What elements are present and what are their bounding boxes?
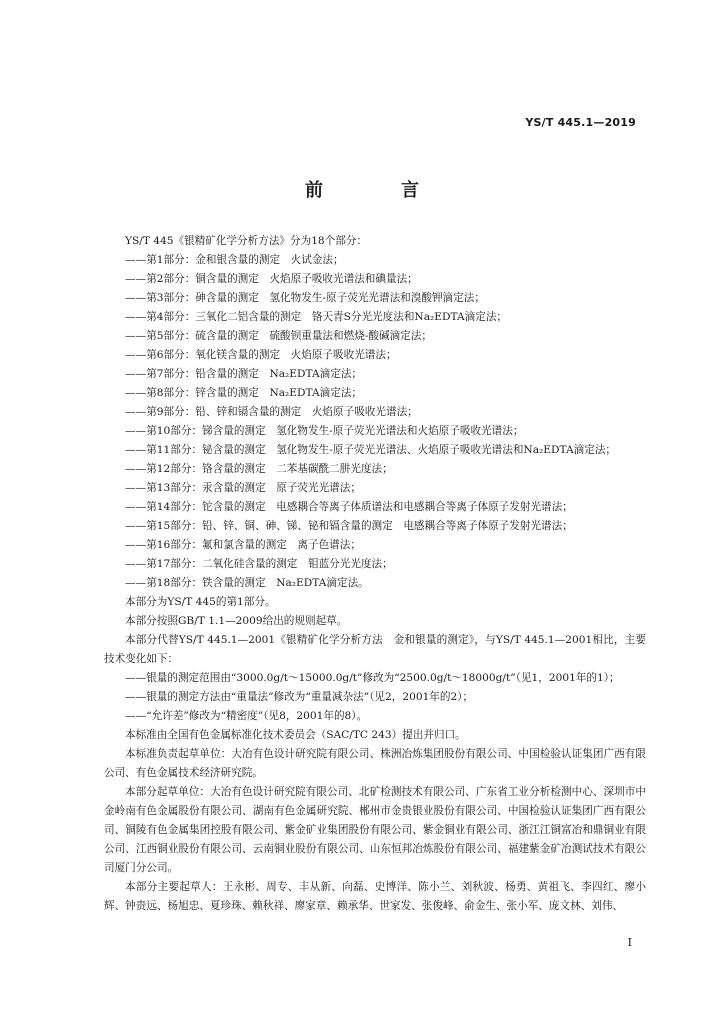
list-item: ——银量的测定范围由“3000.0g/t～15000.0g/t”修改为“2500.0g/t～18000g/t”（见1，2001年的1）；	[125, 672, 620, 684]
intro-paragraph: YS/T 445《银精矿化学分析方法》分为18个部分：	[125, 235, 368, 247]
replacement-paragraph: 本部分代替YS/T 445.1—2001《银精矿化学分析方法 金和银量的测定》，与YS/T 445.1—2001相比，主要技术变化如下：	[104, 634, 646, 665]
list-item: ——第2部分：铜含量的测定 火焰原子吸收光谱法和碘量法；	[125, 273, 418, 285]
list-item: ——第12部分：铬含量的测定 二苯基碳酰二肼光度法；	[125, 463, 393, 475]
list-item: ——第15部分：铅、锌、铜、砷、锑、铋和镉含量的测定 电感耦合等离子体原子发射光谱法；	[125, 520, 573, 532]
participant-units: 本部分起草单位：大冶有色设计研究院有限公司、北矿检测技术有限公司、广东省工业分析检测中心、深圳市中金岭南有色金属股份有限公司、湖南有色金属研究院、郴州市金贵银业股份有限公司、中国检验认证集团广西有限公司、铜陵有色金属集团控股有限公司、紫金矿业集团股份有限公司、紫金铜业有限公司、浙江江铜富冶和鼎铜业有限公司、江西铜业股份有限公司、云南铜业股份有限公司、山东恒邦冶炼股份有限公司、福建紫金矿冶测试技术有限公司厦门分公司。	[104, 786, 646, 874]
parts-list	[104, 251, 646, 593]
changes-list	[104, 669, 646, 726]
list-item: ——第4部分：三氧化二铝含量的测定 铬天青S分光光度法和Na₂EDTA滴定法；	[125, 311, 508, 323]
list-item: ——第13部分：汞含量的测定 原子荧光光谱法；	[125, 482, 361, 494]
responsible-units: 本标准负责起草单位：大冶有色设计研究院有限公司、株洲冶炼集团股份有限公司、中国检验认证集团广西有限公司、有色金属技术经济研究院。	[104, 748, 646, 779]
list-item: ——第16部分：氟和氯含量的测定 离子色谱法；	[125, 539, 361, 551]
list-item: ——第14部分：铊含量的测定 电感耦合等离子体质谱法和电感耦合等离子体原子发射光谱法；	[125, 501, 573, 513]
list-item: ——第10部分：锑含量的测定 氢化物发生-原子荧光光谱法和火焰原子吸收光谱法；	[125, 425, 524, 437]
list-item: ——第17部分：二氧化硅含量的测定 钼蓝分光光度法；	[125, 558, 393, 570]
drafting-rule: 本部分按照GB/T 1.1—2009给出的规则起草。	[125, 615, 348, 627]
list-item: ——第18部分：铁含量的测定 Na₂EDTA滴定法。	[125, 577, 369, 589]
drafters: 本部分主要起草人：王永彬、周专、丰从新、向磊、史博洋、陈小兰、刘秋波、杨勇、黄祖飞、李四红、廖小辉、钟贵远、杨旭忠、夏珍珠、赖秋祥、廖家章、赖承华、世家发、张俊峰、俞金生、张小军、庞文林、刘伟、	[104, 881, 646, 912]
list-item: ——第8部分：锌含量的测定 Na₂EDTA滴定法；	[125, 387, 363, 399]
list-item: ——第5部分：硫含量的测定 硫酸钡重量法和燃烧-酸碱滴定法；	[125, 330, 432, 342]
list-item: ——第1部分：金和银含量的测定 火试金法；	[125, 254, 344, 266]
foreword-body	[104, 232, 646, 916]
list-item: ——“允许差”修改为“精密度”（见8，2001年的8）。	[125, 710, 368, 722]
standard-code: YS/T 445.1—2019	[525, 116, 636, 129]
list-item: ——第3部分：砷含量的测定 氢化物发生-原子荧光光谱法和溴酸钾滴定法；	[125, 292, 485, 304]
list-item: ——银量的测定方法由“重量法”修改为“重量减杂法”（见2，2001年的2）；	[125, 691, 474, 703]
part-note: 本部分为YS/T 445的第1部分。	[125, 596, 276, 608]
list-item: ——第7部分：铅含量的测定 Na₂EDTA滴定法；	[125, 368, 363, 380]
page-title: 前 言	[305, 180, 449, 201]
list-item: ——第11部分：铋含量的测定 氢化物发生-原子荧光光谱法、火焰原子吸收光谱法和Na₂EDTA滴定法；	[125, 444, 617, 456]
list-item: ——第9部分：铅、锌和镉含量的测定 火焰原子吸收光谱法；	[125, 406, 418, 418]
list-item: ——第6部分：氧化镁含量的测定 火焰原子吸收光谱法；	[125, 349, 397, 361]
proposal-paragraph: 本标准由全国有色金属标准化技术委员会（SAC/TC 243）提出并归口。	[125, 729, 466, 741]
page-number: I	[627, 936, 632, 949]
